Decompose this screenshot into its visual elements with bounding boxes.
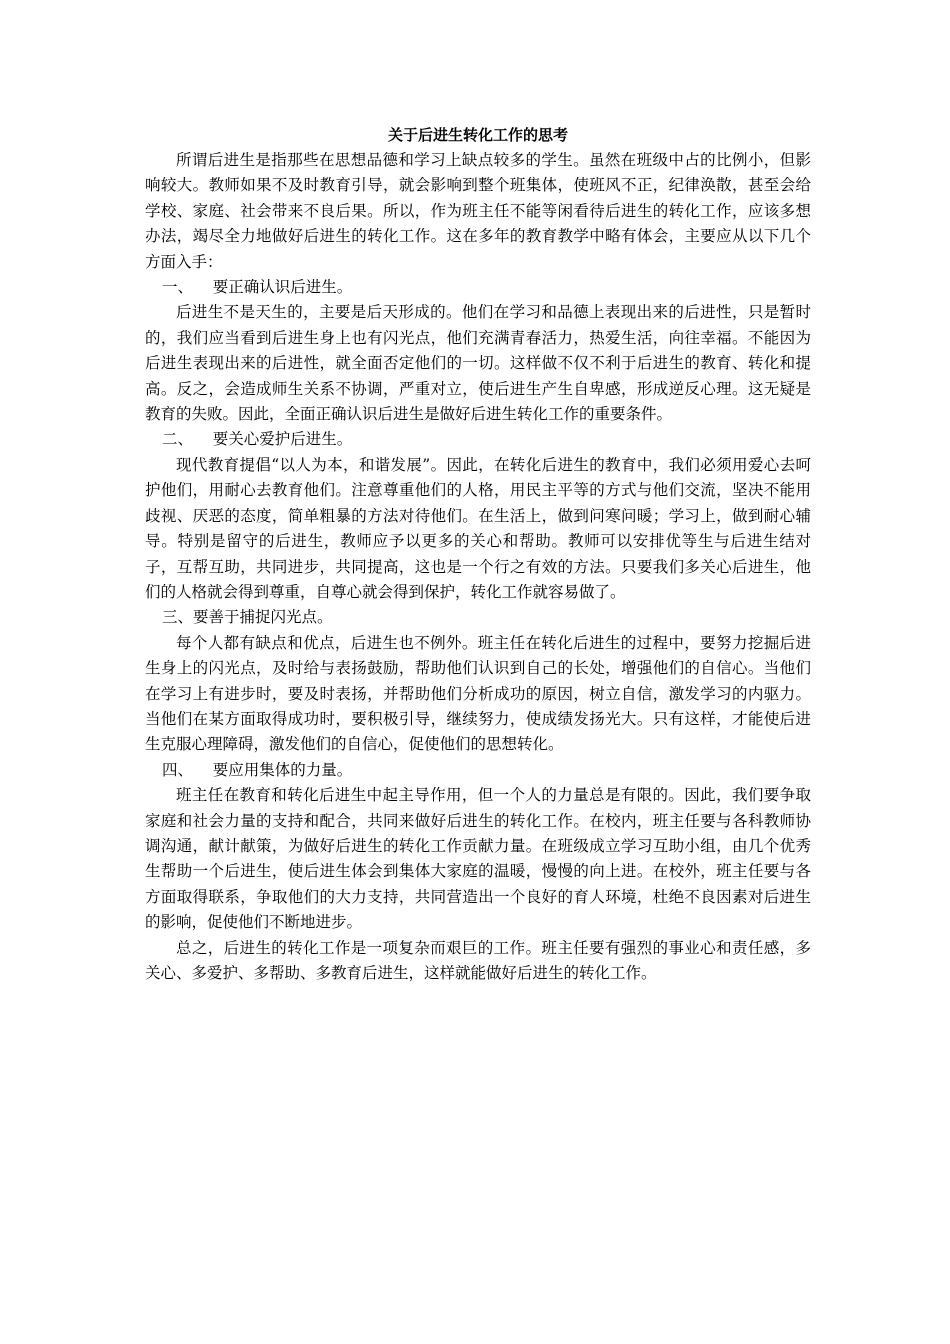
- section-heading-1: 一、 要正确认识后进生。: [162, 278, 353, 297]
- section-heading-3: 三、要善于捕捉闪光点。: [162, 608, 333, 627]
- conclusion-paragraph: 总之，后进生的转化工作是一项复杂而艰巨的工作。班主任要有强烈的事业心和责任感，多关心、多爱护、多帮助、多教育后进生，这样就能做好后进生的转化工作。: [145, 938, 811, 982]
- section-body-3: 每个人都有缺点和优点，后进生也不例外。班主任在转化后进生的过程中，要努力挖掘后进生身上的闪光点，及时给与表扬鼓励，帮助他们认识到自己的长处，增强他们的自信心。当他们在学习上有进步时，要及时表扬，并帮助他们分析成功的原因，树立自信，激发学习的内驱力。当他们在某方面取得成功时，要积极引导，继续努力，使成绩发扬光大。只有这样，才能使后进生克服心理障碍，激发他们的自信心，促使他们的思想转化。: [145, 633, 811, 754]
- section-heading-2: 二、 要关心爱护后进生。: [162, 430, 353, 449]
- document-page: [145, 122, 811, 986]
- section-body-4: 班主任在教育和转化后进生中起主导作用，但一个人的力量总是有限的。因此，我们要争取家庭和社会力量的支持和配合，共同来做好后进生的转化工作。在校内，班主任要与各科教师协调沟通，献计献策，为做好后进生的转化工作贡献力量。在班级成立学习互助小组，由几个优秀生帮助一个后进生，使后进生体会到集体大家庭的温暖，慢慢的向上进。在校外，班主任要与各方面取得联系，争取他们的大力支持，共同营造出一个良好的育人环境，杜绝不良因素对后进生的影响，促使他们不断地进步。: [145, 786, 811, 932]
- intro-paragraph: 所谓后进生是指那些在思想品德和学习上缺点较多的学生。虽然在班级中占的比例小，但影响较大。教师如果不及时教育引导，就会影响到整个班集体，使班风不正，纪律涣散，甚至会给学校、家庭、社会带来不良后果。所以，作为班主任不能等闲看待后进生的转化工作，应该多想办法，竭尽全力地做好后进生的转化工作。这在多年的教育教学中略有体会，主要应从以下几个方面入手：: [145, 151, 811, 271]
- section-body-2: 现代教育提倡“以人为本，和谐发展”。因此，在转化后进生的教育中，我们必须用爱心去呵护他们，用耐心去教育他们。注意尊重他们的人格，用民主平等的方式与他们交流，坚决不能用歧视、厌恶的态度，简单粗暴的方法对待他们。在生活上，做到问寒问暖；学习上，做到耐心辅导。特别是留守的后进生，教师应予以更多的关心和帮助。教师可以安排优等生与后进生结对子，互帮互助，共同进步，共同提高，这也是一个行之有效的方法。只要我们多关心后进生，他们的人格就会得到尊重，自尊心就会得到保护，转化工作就容易做了。: [145, 455, 811, 601]
- document-title: 关于后进生转化工作的思考: [387, 126, 568, 144]
- section-heading-4: 四、 要应用集体的力量。: [162, 760, 353, 779]
- section-body-1: 后进生不是天生的，主要是后天形成的。他们在学习和品德上表现出来的后进性，只是暂时的，我们应当看到后进生身上也有闪光点，他们充满青春活力，热爱生活，向往幸福。不能因为后进生表现出来的后进性，就全面否定他们的一切。这样做不仅不利于后进生的教育、转化和提高。反之，会造成师生关系不协调，严重对立，使后进生产生自卑感，形成逆反心理。这无疑是教育的失败。因此，全面正确认识后进生是做好后进生转化工作的重要条件。: [145, 303, 811, 424]
